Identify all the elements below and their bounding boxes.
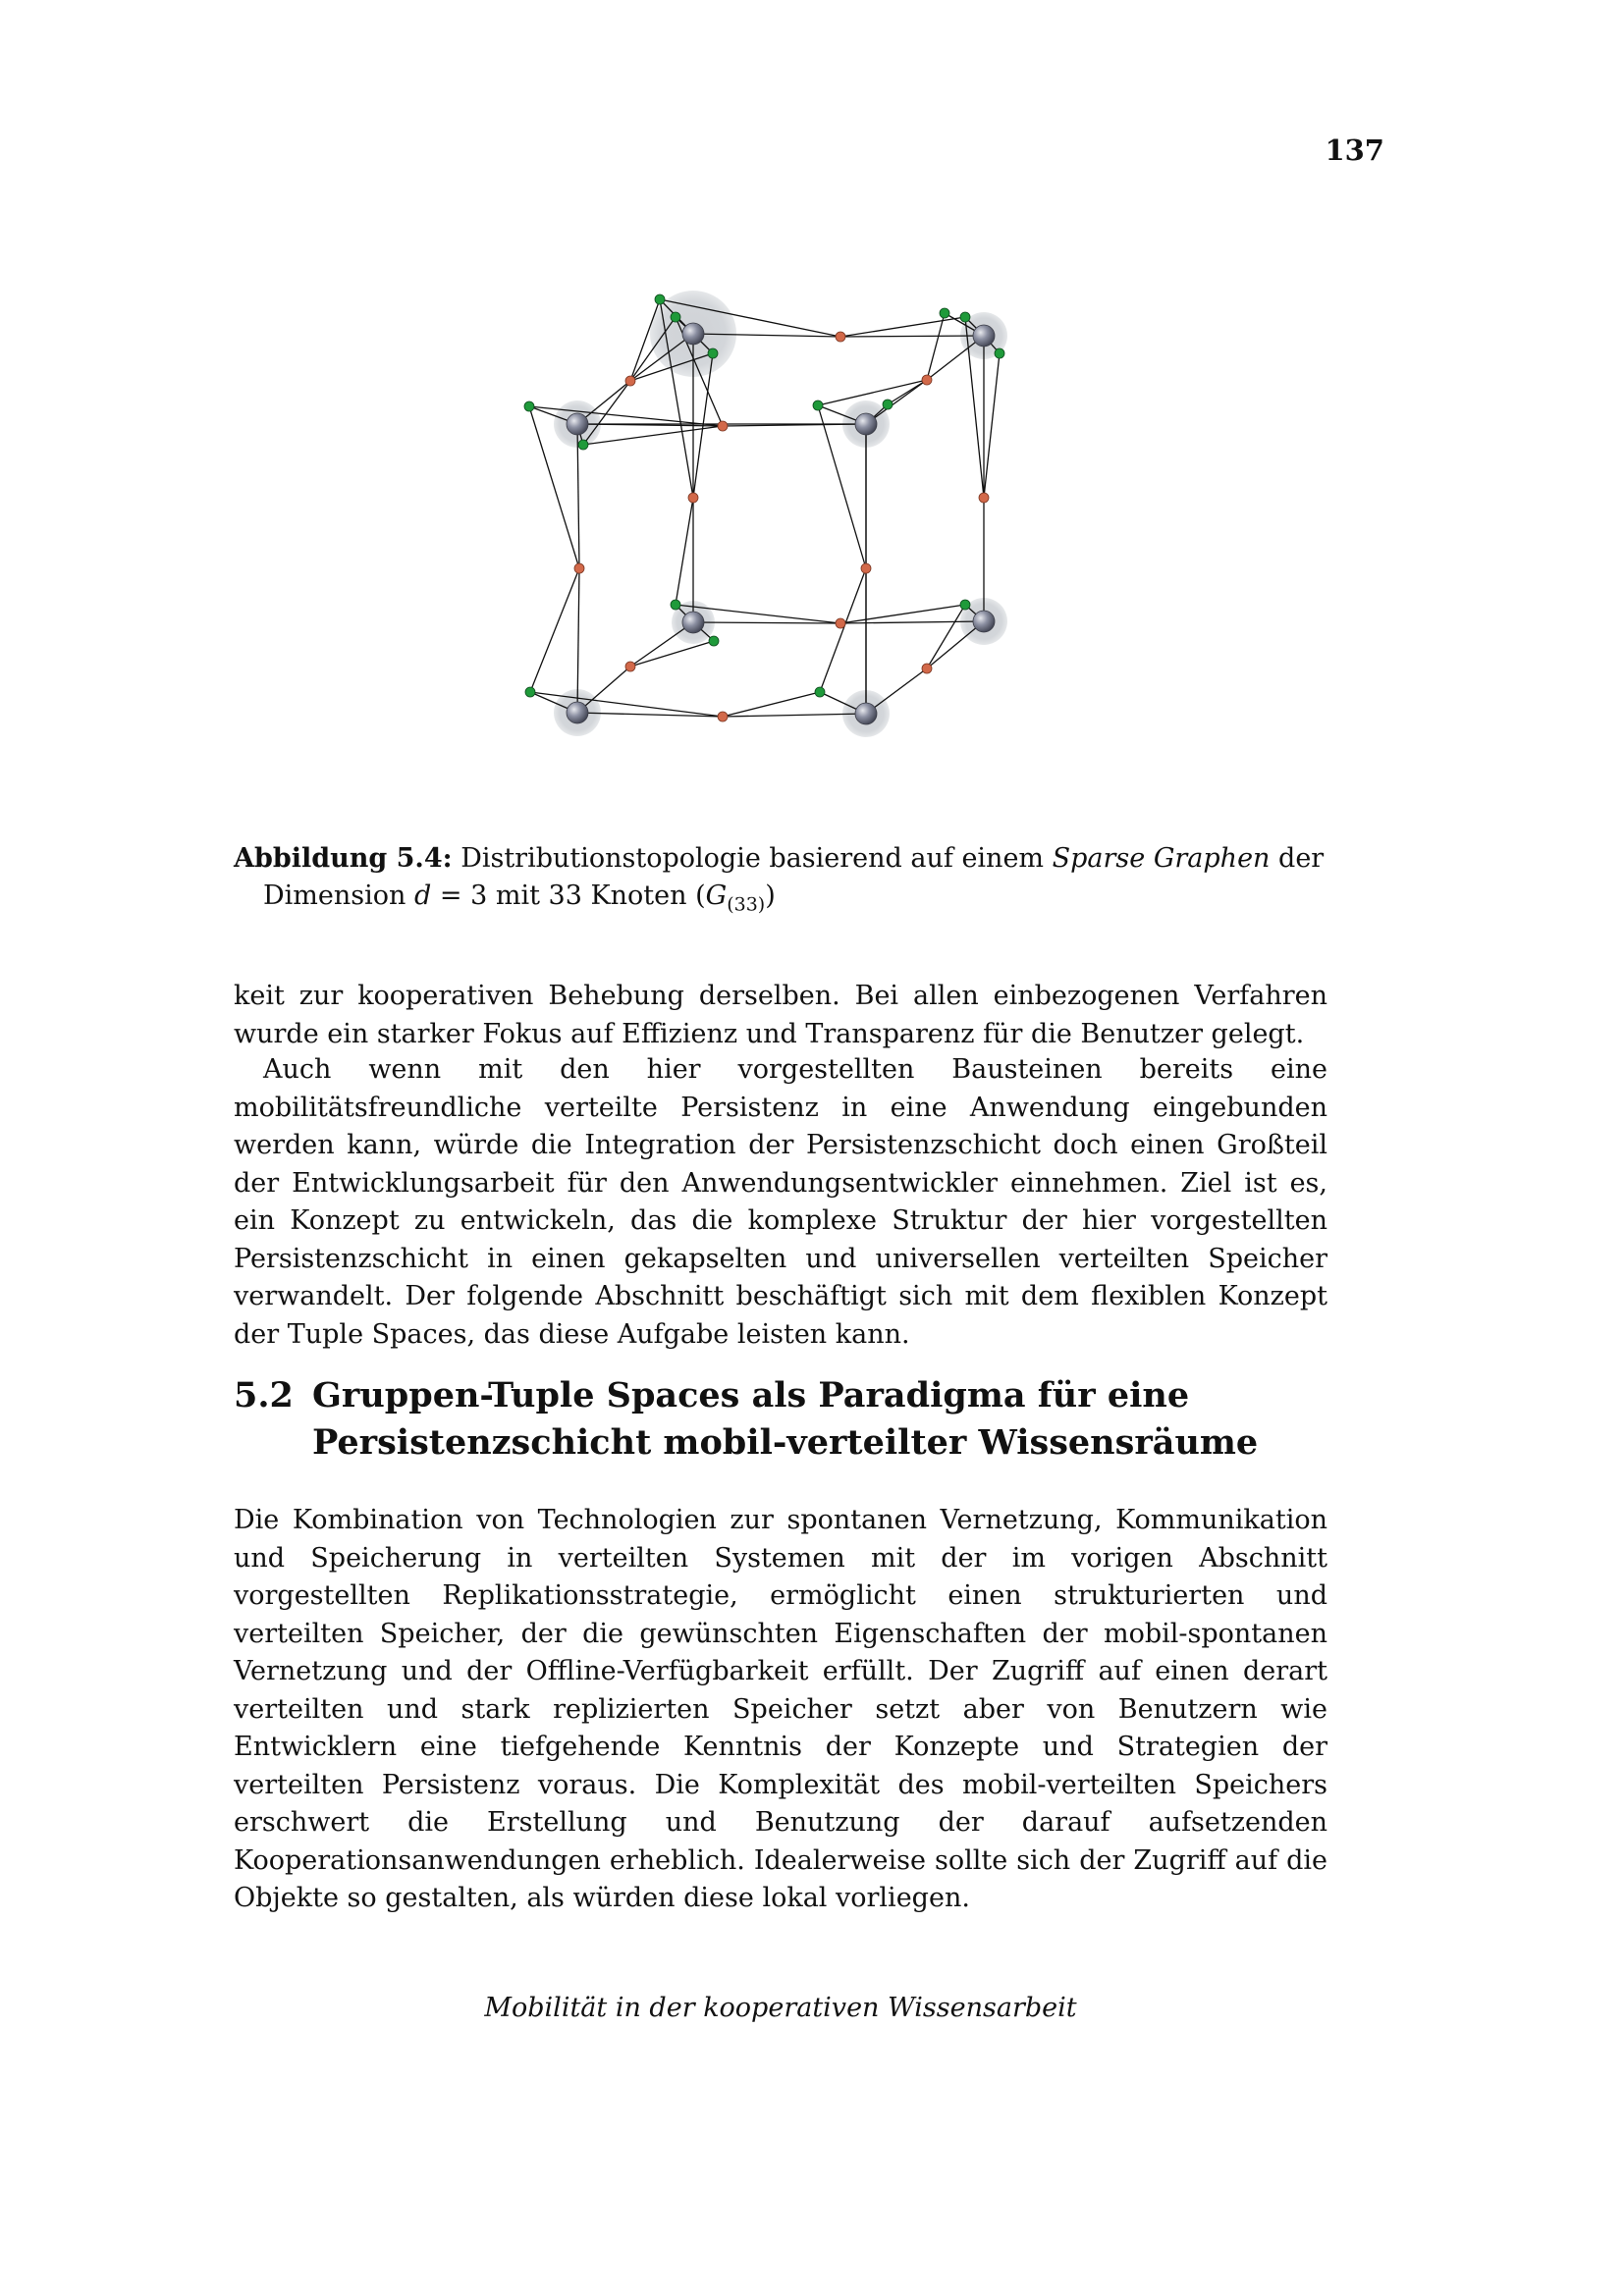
peer-node xyxy=(709,636,719,646)
relay-node xyxy=(836,618,845,628)
peer-node xyxy=(940,308,949,318)
hub-node xyxy=(682,323,704,345)
paragraph-2-text: Auch wenn mit den hier vorgestellten Bausteinen bereits eine mobilitätsfreundliche verteilte Persistenz in eine Anwendung eingebunden werden kann, würde die Integration der Persistenzschicht doch einen Großteil der Entwicklungsarbeit für den Anwendungsentwickler einnehmen. Ziel ist es, ein Konzept zu entwickeln, das die komplexe Struktur der hier vorgestellten Persistenzschicht in einen gekapselten und universellen verteilten Speicher verwandelt. Der folgende Abschnitt beschäftigt sich mit dem flexiblen Konzept der Tuple Spaces, das diese Aufgabe leisten kann. xyxy=(234,1054,1327,1350)
graph-edge xyxy=(820,568,866,692)
caption-var-d: d xyxy=(413,881,432,911)
hub-node xyxy=(973,611,995,632)
hub-node xyxy=(567,413,588,435)
graph-edge xyxy=(840,317,965,337)
paragraph-3: Die Kombination von Technologien zur spontanen Vernetzung, Kommunikation und Speicherung in verteilten Systemen mit der im vorigen Abschnitt vorgestellten Replikationsstrategie, ermöglicht einen strukturierten und verteilten Speicher, der die gewünschten Eigenschaften der mobil-spontanen Vernetzung und der Offline-Verfügbarkeit erfüllt. Der Zugriff auf einen derart verteilten und stark replizierten Speicher setzt aber von Benutzern wie Entwicklern eine tiefgehende Kenntnis der Konzepte und Strategien der verteilten Persistenz voraus. Die Komplexität des mobil-verteilten Speichers erschwert die Erstellung und Benutzung der darauf aufsetzenden Kooperationsanwendungen erheblich. Idealerweise sollte sich der Zugriff auf die Objekte so gestalten, als würden diese lokal vorliegen. xyxy=(234,1505,1327,1913)
caption-line2-mid: = 3 mit 33 Knoten ( xyxy=(439,881,706,911)
relay-node xyxy=(574,563,584,573)
peer-node xyxy=(813,400,823,410)
section-heading xyxy=(234,1372,1327,1467)
peer-node xyxy=(655,294,665,304)
graph-edge xyxy=(866,668,927,714)
relay-node xyxy=(688,493,698,503)
relay-node xyxy=(625,662,635,671)
graph-edge xyxy=(630,641,714,667)
graph-edge xyxy=(530,568,579,692)
relay-node xyxy=(718,712,728,721)
page-footer: Mobilität in der kooperativen Wissensarbeit xyxy=(484,1993,1077,2023)
hub-node xyxy=(855,413,877,435)
paragraph-continuation: keit zur kooperativen Behebung derselben. Bei allen einbezogenen Verfahren wurde ein starker Fokus auf Effizienz und Transparenz für die Benutzer gelegt. xyxy=(234,981,1327,1049)
peer-node xyxy=(960,600,970,610)
caption-label: Abbildung 5.4: xyxy=(234,843,453,874)
figure-caption xyxy=(234,840,1327,923)
graph-edge xyxy=(723,692,820,717)
relay-node xyxy=(718,421,728,431)
caption-text-end: der xyxy=(1278,843,1325,874)
peer-node xyxy=(578,440,588,450)
graph-edge xyxy=(888,380,927,404)
caption-var-g: G xyxy=(705,881,728,911)
relay-node xyxy=(625,376,635,386)
peer-node xyxy=(671,312,680,322)
graph-edge xyxy=(840,605,965,623)
section-title-line1: Gruppen-Tuple Spaces als Paradigma für eine xyxy=(312,1375,1190,1415)
peer-node xyxy=(708,348,718,358)
relay-node xyxy=(922,375,932,385)
peer-node xyxy=(960,312,970,322)
relay-node xyxy=(836,332,845,342)
caption-line2-end: ) xyxy=(765,881,776,911)
section-number: 5.2 xyxy=(234,1375,294,1415)
page-number: 137 xyxy=(1325,133,1384,167)
caption-line2: Dimension xyxy=(263,881,406,911)
hub-node xyxy=(682,612,704,633)
peer-node xyxy=(995,348,1004,358)
relay-node xyxy=(922,664,932,673)
hub-node xyxy=(567,702,588,723)
caption-emphasis: Sparse Graphen xyxy=(1052,843,1271,874)
graph-edge xyxy=(676,498,693,605)
graph-edge xyxy=(927,605,965,668)
section-title-line2: Persistenzschicht mobil-verteilter Wissensräume xyxy=(312,1422,1259,1463)
edge-layer xyxy=(529,299,1000,717)
caption-subscript: (33) xyxy=(727,893,766,916)
caption-text: Distributionstopologie basierend auf einem xyxy=(460,843,1045,874)
graph-edge xyxy=(693,622,840,623)
graph-edge xyxy=(984,353,1000,498)
relay-node xyxy=(979,493,989,503)
graph-edge xyxy=(630,622,693,667)
sparse-graph-figure xyxy=(520,265,1031,756)
peer-node xyxy=(883,400,893,409)
hub-node xyxy=(973,325,995,347)
hub-node xyxy=(855,703,877,724)
peer-node xyxy=(525,687,535,697)
peer-node xyxy=(524,401,534,411)
paragraph-2 xyxy=(234,1051,1327,1354)
halo-layer xyxy=(554,291,1007,737)
relay-node xyxy=(861,563,871,573)
peer-node xyxy=(671,600,680,610)
peer-node xyxy=(815,687,825,697)
